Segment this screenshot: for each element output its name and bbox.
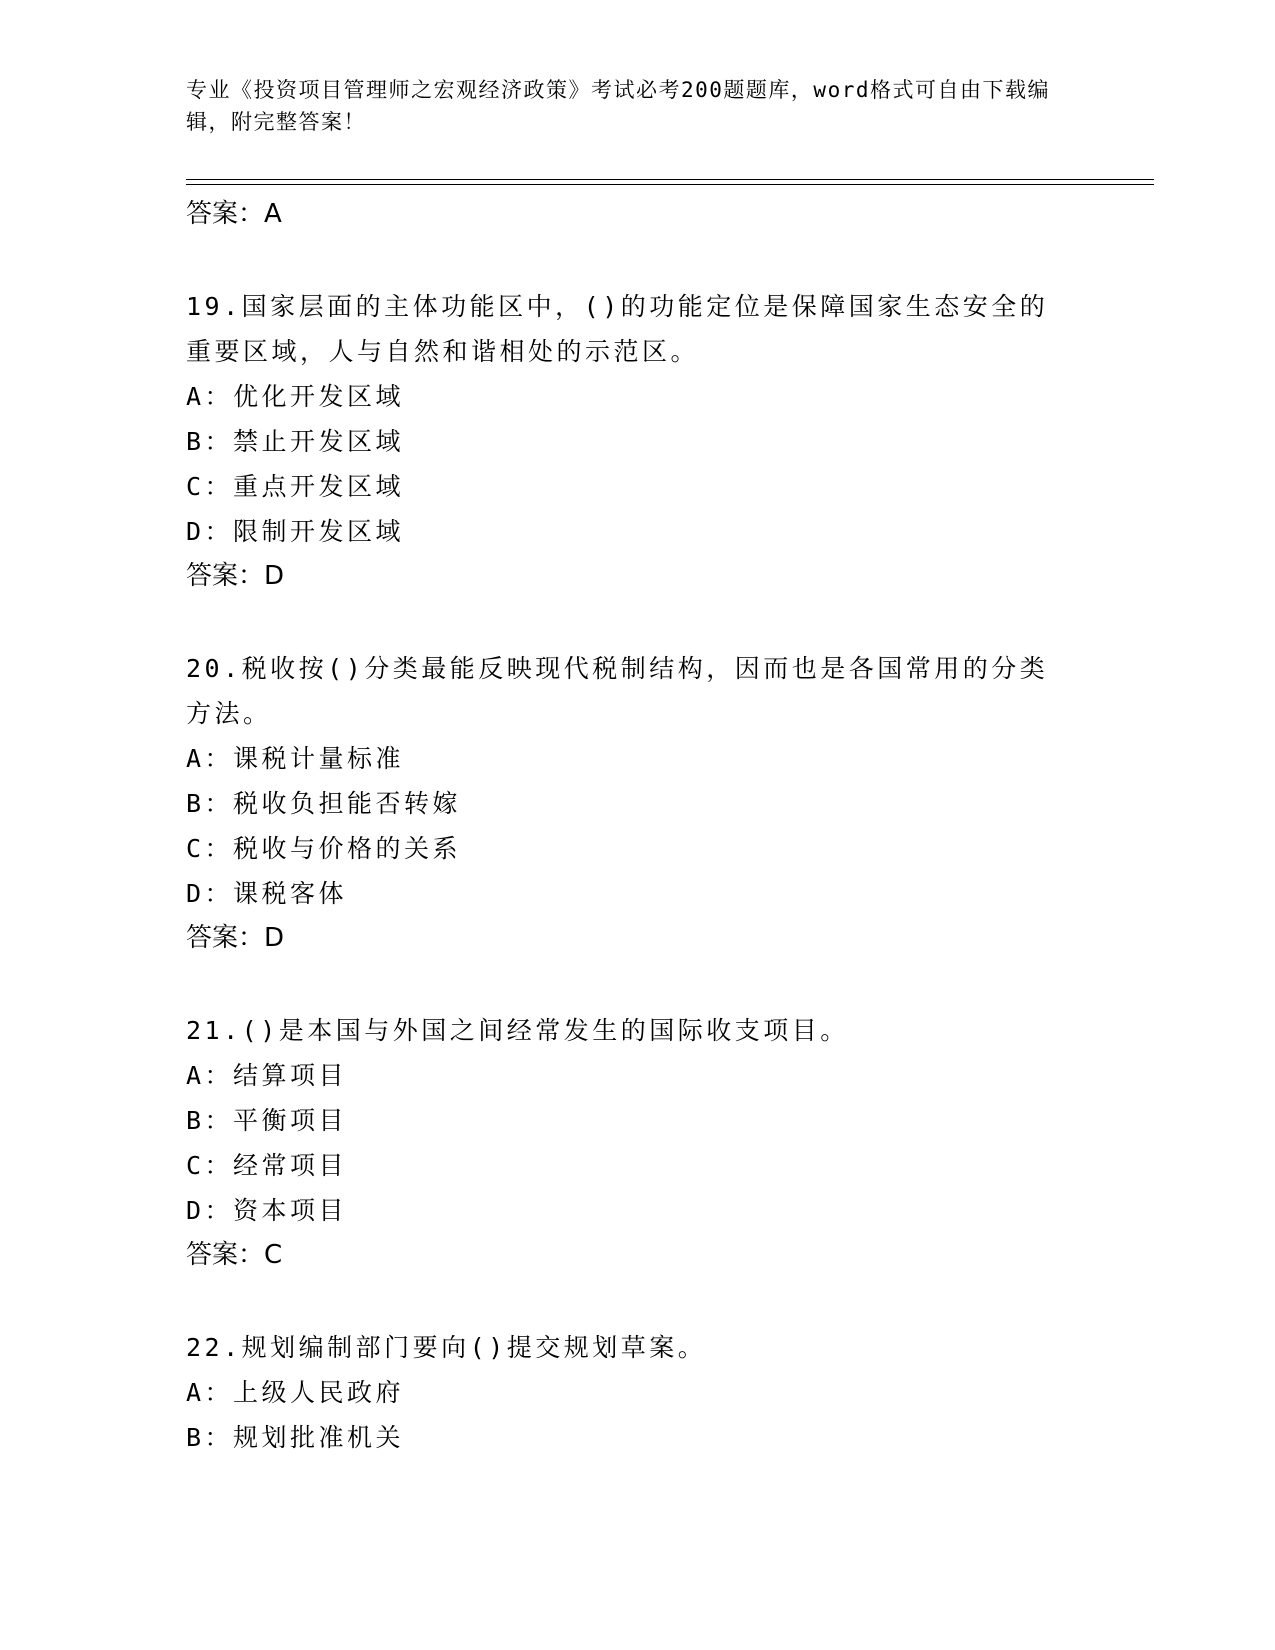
question-stem: 22.规划编制部门要向()提交规划草案。 [186, 1333, 707, 1362]
question-22 [186, 1325, 1066, 1460]
header-rule [186, 179, 1154, 180]
header-rule-thin [186, 184, 1154, 185]
page-header: 专业《投资项目管理师之宏观经济政策》考试必考200题题库，word格式可自由下载编辑，附完整答案！ [186, 78, 1050, 134]
option-d: D：限制开发区域 [186, 517, 405, 546]
option-b: B：规划批准机关 [186, 1423, 405, 1452]
answer-prev: 答案：A [186, 199, 282, 229]
answer: 答案：D [186, 923, 285, 953]
answer: 答案：D [186, 561, 285, 591]
option-c: C：重点开发区域 [186, 472, 405, 501]
question-stem: 21.()是本国与外国之间经常发生的国际收支项目。 [186, 1016, 849, 1045]
option-c: C：税收与价格的关系 [186, 834, 462, 863]
option-b: B：税收负担能否转嫁 [186, 789, 462, 818]
answer: 答案：C [186, 1240, 283, 1270]
option-b: B：平衡项目 [186, 1106, 348, 1135]
question-20 [186, 646, 1066, 960]
question-stem: 20.税收按()分类最能反映现代税制结构，因而也是各国常用的分类方法。 [186, 654, 1049, 728]
document-body [186, 192, 1066, 1460]
option-b: B：禁止开发区域 [186, 427, 405, 456]
option-a: A：上级人民政府 [186, 1378, 405, 1407]
option-a: A：结算项目 [186, 1061, 348, 1090]
question-21 [186, 1008, 1066, 1277]
option-a: A：优化开发区域 [186, 382, 405, 411]
option-a: A：课税计量标准 [186, 744, 405, 773]
option-c: C：经常项目 [186, 1151, 348, 1180]
option-d: D：课税客体 [186, 879, 348, 908]
option-d: D：资本项目 [186, 1196, 348, 1225]
question-stem: 19.国家层面的主体功能区中，()的功能定位是保障国家生态安全的重要区域，人与自然和谐相处的示范区。 [186, 292, 1049, 366]
question-19 [186, 284, 1066, 598]
